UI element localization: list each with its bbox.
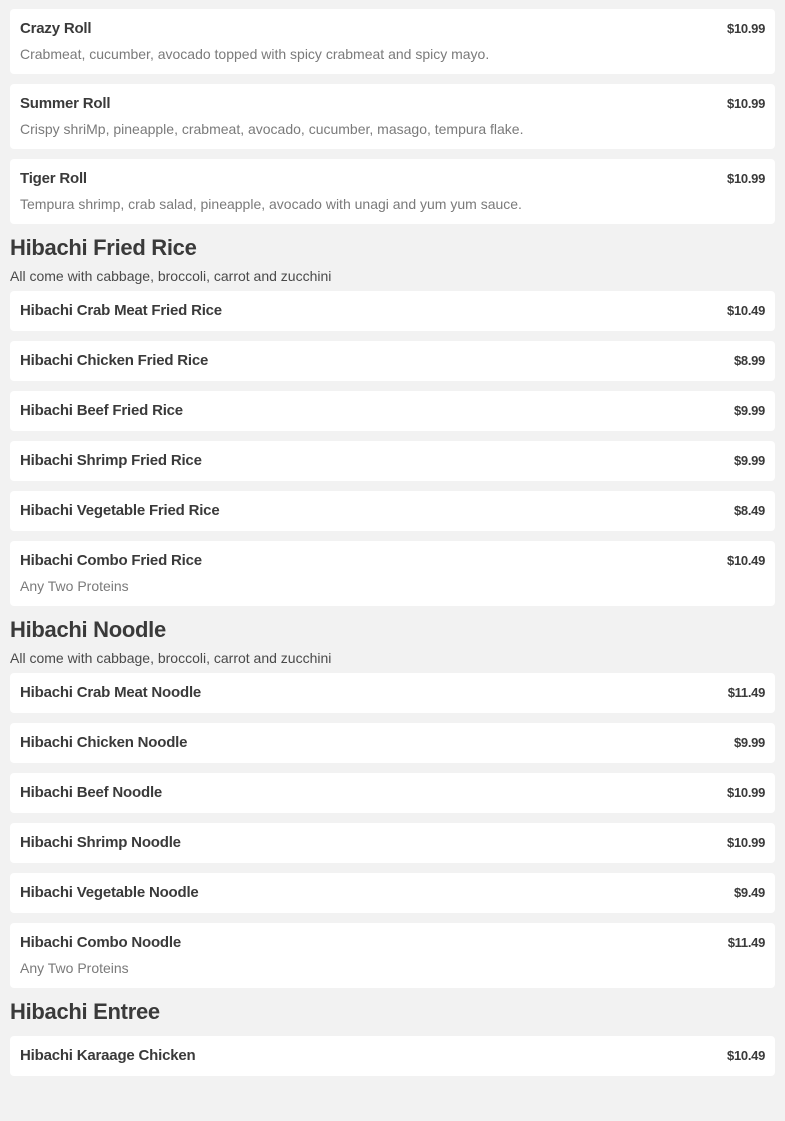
menu-item[interactable] [10,773,775,813]
item-name: Crazy Roll [20,20,92,37]
menu-item[interactable] [10,441,775,481]
section-hibachi-noodle [10,616,775,988]
menu-item-summer-roll[interactable] [10,84,775,149]
section-title: Hibachi Noodle [10,617,166,642]
item-name: Hibachi Vegetable Fried Rice [20,502,220,519]
item-name: Hibachi Crab Meat Noodle [20,684,202,701]
item-name: Hibachi Combo Fried Rice [20,552,202,569]
item-name: Hibachi Chicken Fried Rice [20,352,209,369]
section-title: Hibachi Fried Rice [10,235,197,260]
item-price: $11.49 [727,685,765,700]
item-price: $9.99 [733,453,765,468]
item-price: $8.49 [733,503,765,518]
menu-item[interactable] [10,391,775,431]
item-name: Hibachi Vegetable Noodle [20,884,199,901]
item-price: $10.49 [727,553,765,568]
menu-item[interactable] [10,491,775,531]
section-title: Hibachi Entree [10,999,160,1024]
item-price: $10.99 [727,21,765,36]
menu-item[interactable] [10,541,775,606]
menu-item[interactable] [10,923,775,988]
section-subtitle: All come with cabbage, broccoli, carrot and zucchini [10,650,332,666]
menu-item[interactable] [10,673,775,713]
item-name: Hibachi Beef Fried Rice [20,402,183,419]
item-description: Any Two Proteins [20,960,129,976]
item-description: Any Two Proteins [20,578,129,594]
item-description: Crispy shriMp, pineapple, crabmeat, avocado, cucumber, masago, tempura flake. [20,121,524,137]
item-price: $10.49 [727,1048,765,1063]
item-price: $10.49 [727,303,765,318]
item-price: $10.99 [727,171,765,186]
item-price: $10.99 [727,96,765,111]
item-price: $9.99 [733,735,765,750]
item-name: Hibachi Crab Meat Fried Rice [20,302,222,319]
menu-item[interactable] [10,723,775,763]
menu-item[interactable] [10,341,775,381]
item-price: $10.99 [727,785,765,800]
item-description: Crabmeat, cucumber, avocado topped with spicy crabmeat and spicy mayo. [20,46,490,62]
item-name: Hibachi Karaage Chicken [20,1047,196,1064]
item-price: $9.49 [733,885,765,900]
item-name: Hibachi Shrimp Noodle [20,834,181,851]
item-name: Hibachi Shrimp Fried Rice [20,452,202,469]
menu-item[interactable] [10,823,775,863]
menu-item[interactable] [10,873,775,913]
menu-item-crazy-roll[interactable] [10,9,775,74]
item-name: Hibachi Beef Noodle [20,784,163,801]
section-hibachi-entree [10,998,775,1076]
section-hibachi-fried-rice [10,234,775,606]
section-subtitle: All come with cabbage, broccoli, carrot and zucchini [10,268,332,284]
item-price: $9.99 [733,403,765,418]
menu-list [10,9,775,1086]
menu-item-tiger-roll[interactable] [10,159,775,224]
item-name: Summer Roll [20,95,111,112]
item-name: Hibachi Chicken Noodle [20,734,188,751]
item-price: $10.99 [727,835,765,850]
item-description: Tempura shrimp, crab salad, pineapple, avocado with unagi and yum yum sauce. [20,196,522,212]
item-name: Hibachi Combo Noodle [20,934,182,951]
item-price: $11.49 [727,935,765,950]
item-price: $8.99 [733,353,765,368]
menu-item[interactable] [10,1036,775,1076]
menu-item[interactable] [10,291,775,331]
item-name: Tiger Roll [20,170,87,187]
